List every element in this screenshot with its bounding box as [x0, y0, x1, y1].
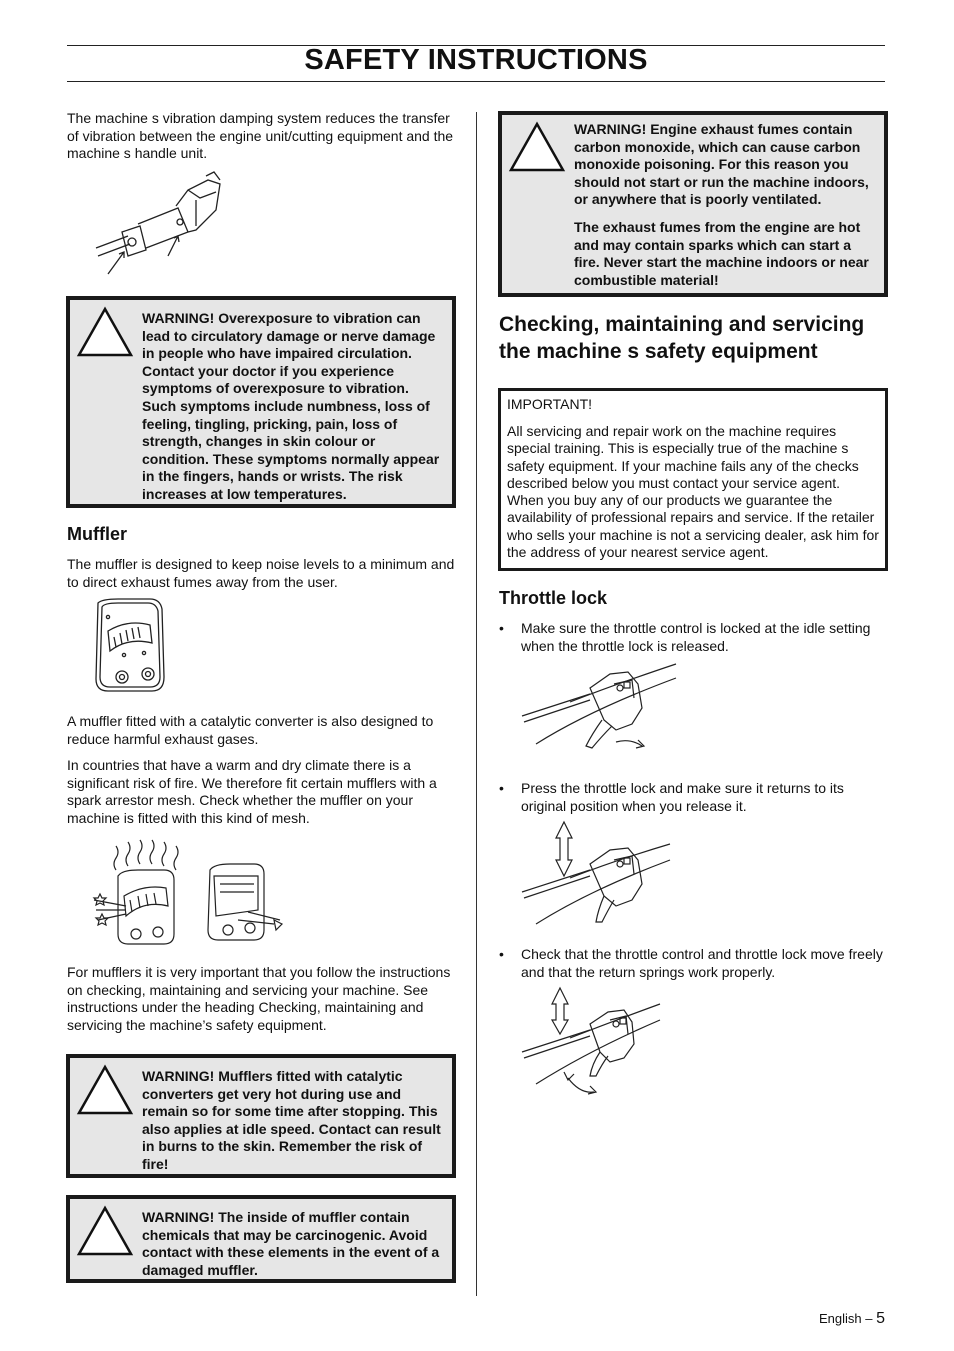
page-number: 5 — [876, 1310, 885, 1327]
warning-text: WARNING! The inside of muffler contain chemicals that may be carcinogenic. Avoid contact with these elements in the event of a damaged muffler. — [142, 1209, 440, 1278]
muffler-paragraph-4: For mufflers it is very important that you follow the instructions on checking, maintaining and servicing your machine. See instructions under the heading Checking, maintaining and servicing the machine’s safety equipment. — [67, 964, 451, 1033]
important-title: IMPORTANT! — [507, 396, 593, 412]
warning-text — [574, 121, 876, 289]
warning-triangle-icon — [76, 1205, 134, 1257]
throttle-lock-press-illustration — [520, 820, 680, 932]
muffler-paragraph-1: The muffler is designed to keep noise levels to a minimum and to direct exhaust fumes away from the user. — [67, 556, 455, 590]
warning-text: WARNING! Mufflers fitted with catalytic converters get very hot during use and remain so for some time after stopping. This also applies at idle speed. Contact can result in burns to the skin. Remember the risk of fire! — [142, 1068, 441, 1172]
page-footer — [819, 1310, 885, 1328]
bullet-item — [499, 620, 889, 655]
warning-triangle-icon — [76, 306, 134, 358]
bullet-text: Make sure the throttle control is locked at the idle setting when the throttle lock is released. — [521, 620, 871, 654]
bullet-item — [499, 780, 889, 815]
throttle-idle-illustration — [520, 660, 680, 760]
muffler-paragraph-3: In countries that have a warm and dry climate there is a significant risk of fire. We therefore fit certain mufflers with a spark arrestor mesh. Check whether the muffler on your machine is fitted with this kind of mesh. — [67, 757, 437, 826]
muffler-heading: Muffler — [67, 524, 127, 544]
important-body: All servicing and repair work on the machine requires special training. This is especially true of the machine s safety equipment. If your machine fails any of the checks described below you must contact your service agent. When you buy any of our products we guarantee the availability of professional repairs and service. If the retailer who sells your machine is not a servicing dealer, ask him for the address of your nearest service agent. — [507, 423, 879, 561]
warning-text: WARNING! Overexposure to vibration can lead to circulatory damage or nerve damage in people who have impaired circulation. Contact your doctor if you experience symptoms of overexposure to vibration. Such symptoms include numbness, loss of feeling, tingling, pricking, pain, loss of strength, changes in skin colour or condition. These symptoms normally appear in the fingers, hands or wrists. The risk increases at low temperatures. — [142, 310, 440, 502]
warning-exhaust-paragraph-2: The exhaust fumes from the engine are hot and may contain sparks which can start a fire. Never start the machine indoors or near combustible material! — [574, 218, 869, 288]
warning-box-exhaust — [498, 111, 888, 297]
important-box — [498, 388, 888, 571]
column-divider — [476, 112, 477, 1296]
warning-exhaust-paragraph-1: WARNING! Engine exhaust fumes contain carbon monoxide, which can cause carbon monoxide poisoning. For this reason you should not start or run the machine indoors, or anywhere that is poorly ventilated. — [574, 121, 869, 208]
header-rule-bottom — [67, 81, 885, 82]
warning-box-chemicals — [66, 1195, 456, 1283]
footer-dash: – — [865, 1311, 873, 1326]
warning-box-vibration — [66, 296, 456, 508]
bullet-text: Check that the throttle control and throttle lock move freely and that the return springs work properly. — [521, 946, 883, 980]
muffler-paragraph-2: A muffler fitted with a catalytic converter is also designed to reduce harmful exhaust gases. — [67, 713, 434, 747]
throttle-lock-heading: Throttle lock — [499, 588, 608, 608]
vibration-damping-illustration — [88, 170, 228, 278]
warning-box-catalytic — [66, 1054, 456, 1178]
bullet-marker: • — [499, 620, 504, 636]
footer-language: English — [818, 1311, 862, 1326]
page-title: SAFETY INSTRUCTIONS — [304, 44, 648, 76]
throttle-free-movement-illustration — [520, 986, 680, 1104]
bullet-item — [499, 946, 889, 981]
bullet-marker: • — [499, 946, 504, 962]
muffler-illustration — [88, 597, 168, 695]
spark-arrestor-illustration — [88, 836, 288, 948]
intro-paragraph: The machine s vibration damping system reduces the transfer of vibration between the engine unit/cutting equipment and the machine s handle unit. — [67, 110, 454, 161]
section-heading: Checking, maintaining and servicing the machine s safety equipment — [499, 313, 865, 363]
warning-triangle-icon — [76, 1064, 134, 1116]
bullet-text: Press the throttle lock and make sure it returns to its original position when you release it. — [521, 780, 844, 814]
bullet-marker: • — [499, 780, 504, 796]
warning-triangle-icon — [508, 121, 566, 173]
